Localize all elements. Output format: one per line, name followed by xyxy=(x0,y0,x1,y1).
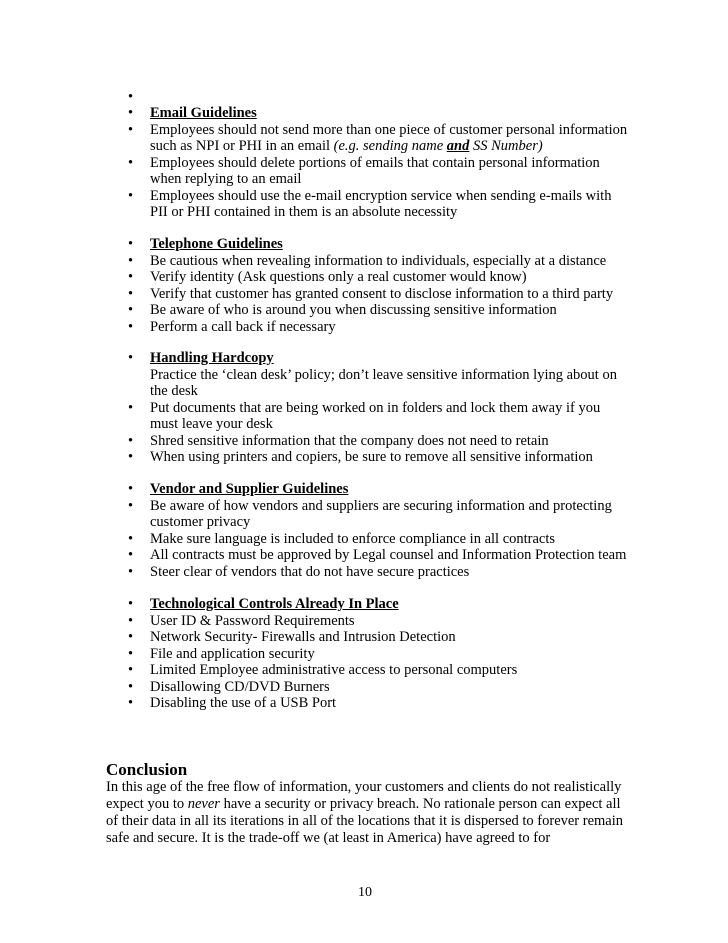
bullet-glyph: • xyxy=(128,318,134,335)
list-item xyxy=(120,236,630,253)
bullet-glyph: • xyxy=(128,269,134,285)
list-item: • Disallowing CD/DVD Burners xyxy=(128,678,330,695)
section-heading: Email Guidelines xyxy=(150,105,257,121)
bullet-glyph: • xyxy=(128,236,134,252)
list-item xyxy=(120,350,630,400)
bullet-glyph: • xyxy=(128,449,134,465)
section-heading: Technological Controls Already In Place xyxy=(150,596,399,612)
list-item: • File and application security xyxy=(128,645,315,662)
bullet-glyph: • xyxy=(128,285,134,302)
bullet-glyph: • xyxy=(128,662,134,678)
bullet-glyph: • xyxy=(128,399,134,416)
list-item: • Disabling the use of a USB Port xyxy=(128,695,337,711)
section-heading: Handling Hardcopy xyxy=(150,350,274,366)
bullet-glyph: • xyxy=(128,432,134,449)
list-item: • When using printers and copiers, be sure to remove all sensitive information xyxy=(128,449,593,465)
bullet-glyph: • xyxy=(128,530,134,547)
list-item: • All contracts must be approved by Legal counsel and Information Protection team xyxy=(128,547,627,563)
conclusion-paragraph: In this age of the free flow of information, your customers and clients do not realistically expect you to never have a security or privacy breach. No rationale person can expect all of their data in all its iterations in all of the locations that it is dispersed to forever remain safe and secure. It is the trade-off we (at least in America) have agreed to for xyxy=(106,779,624,846)
bullet-glyph: • xyxy=(128,547,134,563)
bullet-glyph: • xyxy=(128,645,134,662)
list-technological-controls xyxy=(120,596,630,712)
list-item: • Verify identity (Ask questions only a real customer would know) xyxy=(128,269,527,285)
bullet-glyph: • xyxy=(128,302,134,318)
list-item xyxy=(120,481,630,498)
list-item: • Be aware of how vendors and suppliers are securing information and protecting customer privacy xyxy=(128,497,612,530)
bullet-glyph: • xyxy=(128,187,134,204)
bullet-glyph: • xyxy=(128,105,134,121)
list-item: • Shred sensitive information that the company does not need to retain xyxy=(128,432,549,449)
list-item: • Verify that customer has granted consent to disclose information to a third party xyxy=(128,285,614,302)
bullet-glyph: • xyxy=(128,89,134,105)
page-number: 10 xyxy=(358,885,372,900)
list-vendor-guidelines xyxy=(120,481,630,580)
list-item: • Make sure language is included to enforce compliance in all contracts xyxy=(128,530,556,547)
bullet-glyph: • xyxy=(128,629,134,645)
bullet-glyph: • xyxy=(128,678,134,695)
bullet-glyph: • xyxy=(128,252,134,269)
list-item: • Perform a call back if necessary xyxy=(128,318,336,335)
section-heading: Telephone Guidelines xyxy=(150,236,283,252)
list-item: • User ID & Password Requirements xyxy=(128,612,355,629)
bullet-glyph: • xyxy=(128,695,134,711)
bullet-glyph: • xyxy=(128,481,134,497)
bullet-glyph: • xyxy=(128,612,134,629)
list-item: • Employees should use the e-mail encryption service when sending e-mails with PII or PHI contained in them is an absolute necessity xyxy=(128,187,612,220)
list-handling-hardcopy xyxy=(120,350,630,466)
conclusion-heading: Conclusion xyxy=(106,760,188,779)
list-item xyxy=(120,596,630,613)
bullet-glyph: • xyxy=(128,154,134,171)
list-item xyxy=(120,105,630,122)
section-heading: Vendor and Supplier Guidelines xyxy=(150,481,349,497)
list-item: • Put documents that are being worked on in folders and lock them away if you must leave your desk xyxy=(128,399,601,432)
bullet-glyph: • xyxy=(128,121,134,138)
list-item: • Steer clear of vendors that do not have secure practices xyxy=(128,563,470,580)
list-item: • Network Security- Firewalls and Intrusion Detection xyxy=(128,629,456,645)
list-item: • Be cautious when revealing information to individuals, especially at a distance xyxy=(128,252,607,269)
list-email-guidelines xyxy=(120,105,630,221)
list-item: • Employees should not send more than one piece of customer personal information such as NPI or PHI in an email (e.g. sending name and SS Number) xyxy=(128,121,628,154)
list-item: • Limited Employee administrative access to personal computers xyxy=(128,662,518,678)
list-item: • Employees should delete portions of emails that contain personal information when replying to an email xyxy=(128,154,600,187)
list-item: • Be aware of who is around you when discussing sensitive information xyxy=(128,302,557,318)
bullet-glyph: • xyxy=(128,497,134,514)
list-telephone-guidelines xyxy=(120,236,630,335)
bullet-glyph: • xyxy=(128,596,134,612)
bullet-glyph: • xyxy=(128,563,134,580)
bullet-glyph: • xyxy=(128,350,134,366)
continuation-text: Practice the ‘clean desk’ policy; don’t leave sensitive information lying about on the desk xyxy=(150,366,617,399)
